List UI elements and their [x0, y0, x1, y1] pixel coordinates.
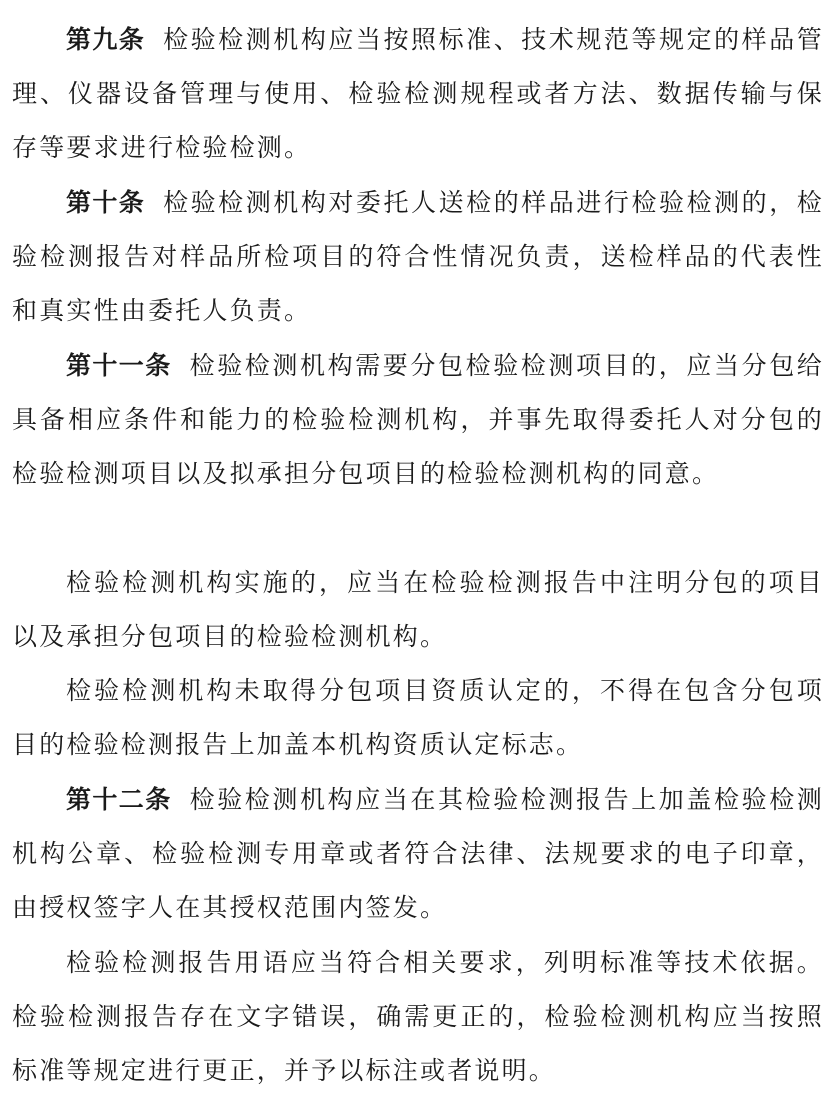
- article-10-text: 检验检测机构对委托人送检的样品进行检验检测的，检验检测报告对样品所检项目的符合性情况负责，送检样品的代表性和真实性由委托人负责。: [12, 188, 824, 326]
- article-10-paragraph: [0, 176, 824, 339]
- article-11-sub2-text: 检验检测机构未取得分包项目资质认定的，不得在包含分包项目的检验检测报告上加盖本机构资质认定标志。: [12, 676, 824, 760]
- article-11-text: 检验检测机构需要分包检验检测项目的，应当分包给具备相应条件和能力的检验检测机构，并事先取得委托人对分包的检验检测项目以及拟承担分包项目的检验检测机构的同意。: [12, 351, 824, 489]
- article-9-paragraph: [0, 13, 824, 176]
- article-11-subparagraph-1: [0, 556, 824, 664]
- article-11-subparagraph-2: [0, 664, 824, 772]
- article-12-subparagraph-1: [0, 936, 824, 1099]
- article-12-paragraph: [0, 773, 824, 936]
- article-11-heading: 第十一条: [66, 351, 172, 380]
- article-12-heading: 第十二条: [66, 785, 172, 814]
- article-9-heading: 第九条: [66, 25, 146, 54]
- article-11-sub1-text: 检验检测机构实施的，应当在检验检测报告中注明分包的项目以及承担分包项目的检验检测机构。: [12, 568, 824, 652]
- article-12-text: 检验检测机构应当在其检验检测报告上加盖检验检测机构公章、检验检测专用章或者符合法律、法规要求的电子印章，由授权签字人在其授权范围内签发。: [12, 785, 824, 923]
- article-12-sub1-text: 检验检测报告用语应当符合相关要求，列明标准等技术依据。检验检测报告存在文字错误，确需更正的，检验检测机构应当按照标准等规定进行更正，并予以标注或者说明。: [12, 948, 824, 1086]
- article-9-text: 检验检测机构应当按照标准、技术规范等规定的样品管理、仪器设备管理与使用、检验检测规程或者方法、数据传输与保存等要求进行检验检测。: [12, 25, 824, 163]
- article-10-heading: 第十条: [66, 188, 146, 217]
- article-11-paragraph: [0, 339, 824, 502]
